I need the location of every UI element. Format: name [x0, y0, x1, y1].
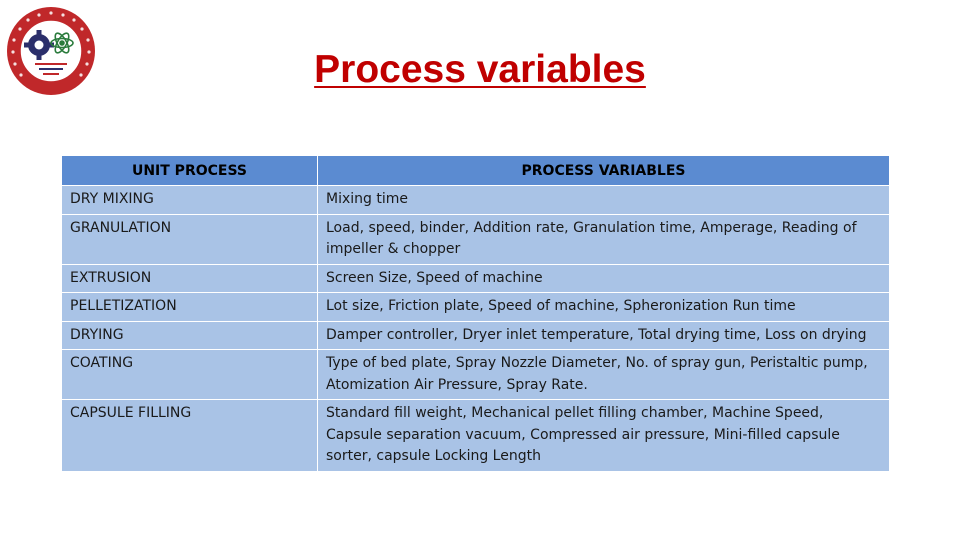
unit-process-cell: CAPSULE FILLING — [62, 400, 318, 472]
page-title: Process variables — [314, 48, 646, 91]
table-row — [62, 264, 890, 293]
process-variables-cell: Load, speed, binder, Addition rate, Granulation time, Amperage, Reading of impeller & chopper — [318, 214, 890, 264]
table-row — [62, 321, 890, 350]
table-header-row — [62, 156, 890, 186]
column-header-unit-process: UNIT PROCESS — [62, 156, 318, 186]
process-variables-cell: Lot size, Friction plate, Speed of machine, Spheronization Run time — [318, 293, 890, 322]
unit-process-cell: PELLETIZATION — [62, 293, 318, 322]
column-header-process-variables: PROCESS VARIABLES — [318, 156, 890, 186]
process-variables-table — [61, 155, 890, 472]
unit-process-cell: GRANULATION — [62, 214, 318, 264]
table-row — [62, 350, 890, 400]
unit-process-cell: COATING — [62, 350, 318, 400]
table-row — [62, 214, 890, 264]
unit-process-cell: DRY MIXING — [62, 186, 318, 215]
process-variables-cell: Standard fill weight, Mechanical pellet filling chamber, Machine Speed, Capsule separation vacuum, Compressed air pressure, Mini-filled capsule sorter, capsule Locking Length — [318, 400, 890, 472]
process-variables-cell: Screen Size, Speed of machine — [318, 264, 890, 293]
unit-process-cell: DRYING — [62, 321, 318, 350]
process-variables-cell: Type of bed plate, Spray Nozzle Diameter, No. of spray gun, Peristaltic pump, Atomization Air Pressure, Spray Rate. — [318, 350, 890, 400]
table-row — [62, 293, 890, 322]
table-row — [62, 186, 890, 215]
table-row — [62, 400, 890, 472]
unit-process-cell: EXTRUSION — [62, 264, 318, 293]
process-variables-cell: Mixing time — [318, 186, 890, 215]
process-variables-cell: Damper controller, Dryer inlet temperature, Total drying time, Loss on drying — [318, 321, 890, 350]
